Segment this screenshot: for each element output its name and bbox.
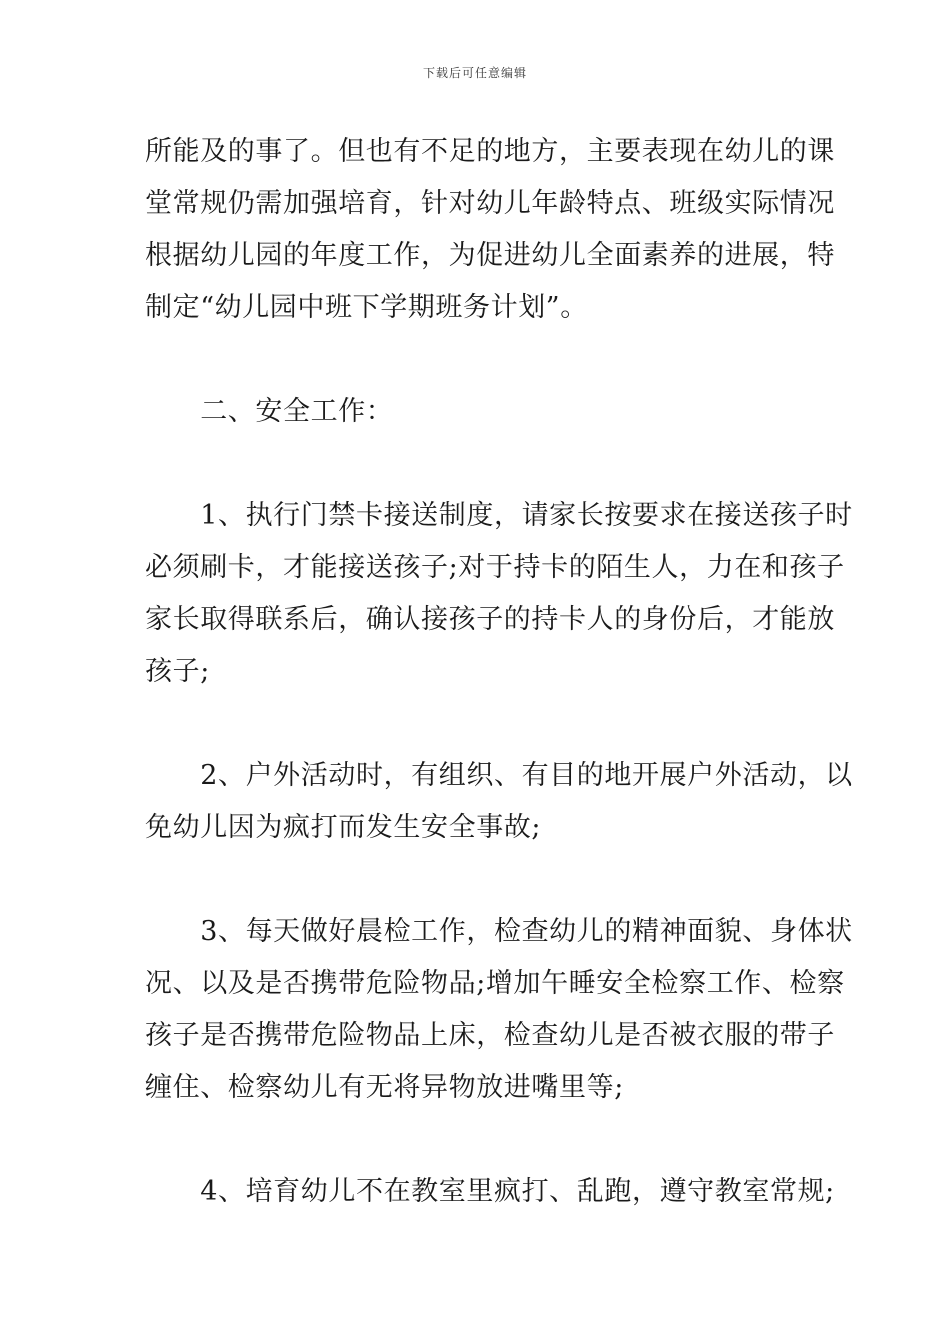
list-item-3 (145, 906, 853, 1114)
text-line: 1、执行门禁卡接送制度，请家长按要求在接送孩子时 (145, 500, 853, 531)
paragraph-gap (145, 698, 810, 750)
text-line: 必须刷卡，才能接送孩子;对于持卡的陌生人，力在和孩子 (145, 552, 845, 583)
section-heading-text: 二、安全工作： (145, 396, 394, 427)
text-line: 孩子是否携带危险物品上床，检查幼儿是否被衣服的带子 (145, 1020, 835, 1051)
page-header: 下载后可任意编辑 (422, 66, 527, 80)
text-line: 根据幼儿园的年度工作，为促进幼儿全面素养的进展，特 (145, 240, 835, 271)
list-item-2 (145, 750, 853, 854)
text-line: 3、每天做好晨检工作，检查幼儿的精神面貌、身体状 (145, 916, 853, 947)
text-line: 家长取得联系后，确认接孩子的持卡人的身份后，才能放 (145, 604, 835, 635)
text-line: 免幼儿因为疯打而发生安全事故; (145, 812, 542, 843)
text-line: 况、以及是否携带危险物品;增加午睡安全检察工作、检察 (145, 968, 845, 999)
text-line: 4、培育幼儿不在教室里疯打、乱跑，遵守教室常规; (145, 1176, 835, 1207)
list-item-1 (145, 490, 853, 698)
paragraph-gap (145, 334, 810, 386)
text-line: 堂常规仍需加强培育，针对幼儿年龄特点、班级实际情况 (145, 188, 835, 219)
paragraph-gap (145, 854, 810, 906)
list-item-4 (145, 1166, 835, 1218)
text-line: 缠住、检察幼儿有无将异物放进嘴里等; (145, 1072, 624, 1103)
text-line: 2、户外活动时，有组织、有目的地开展户外活动，以 (145, 760, 853, 791)
document-body (145, 126, 853, 1218)
paragraph-gap (145, 438, 810, 490)
text-line: 孩子; (145, 656, 210, 687)
paragraph-intro (145, 126, 835, 334)
section-heading (145, 386, 810, 438)
paragraph-gap (145, 1114, 810, 1166)
text-line: 制定“幼儿园中班下学期班务计划”。 (145, 292, 588, 323)
text-line: 所能及的事了。但也有不足的地方，主要表现在幼儿的课 (145, 136, 835, 167)
